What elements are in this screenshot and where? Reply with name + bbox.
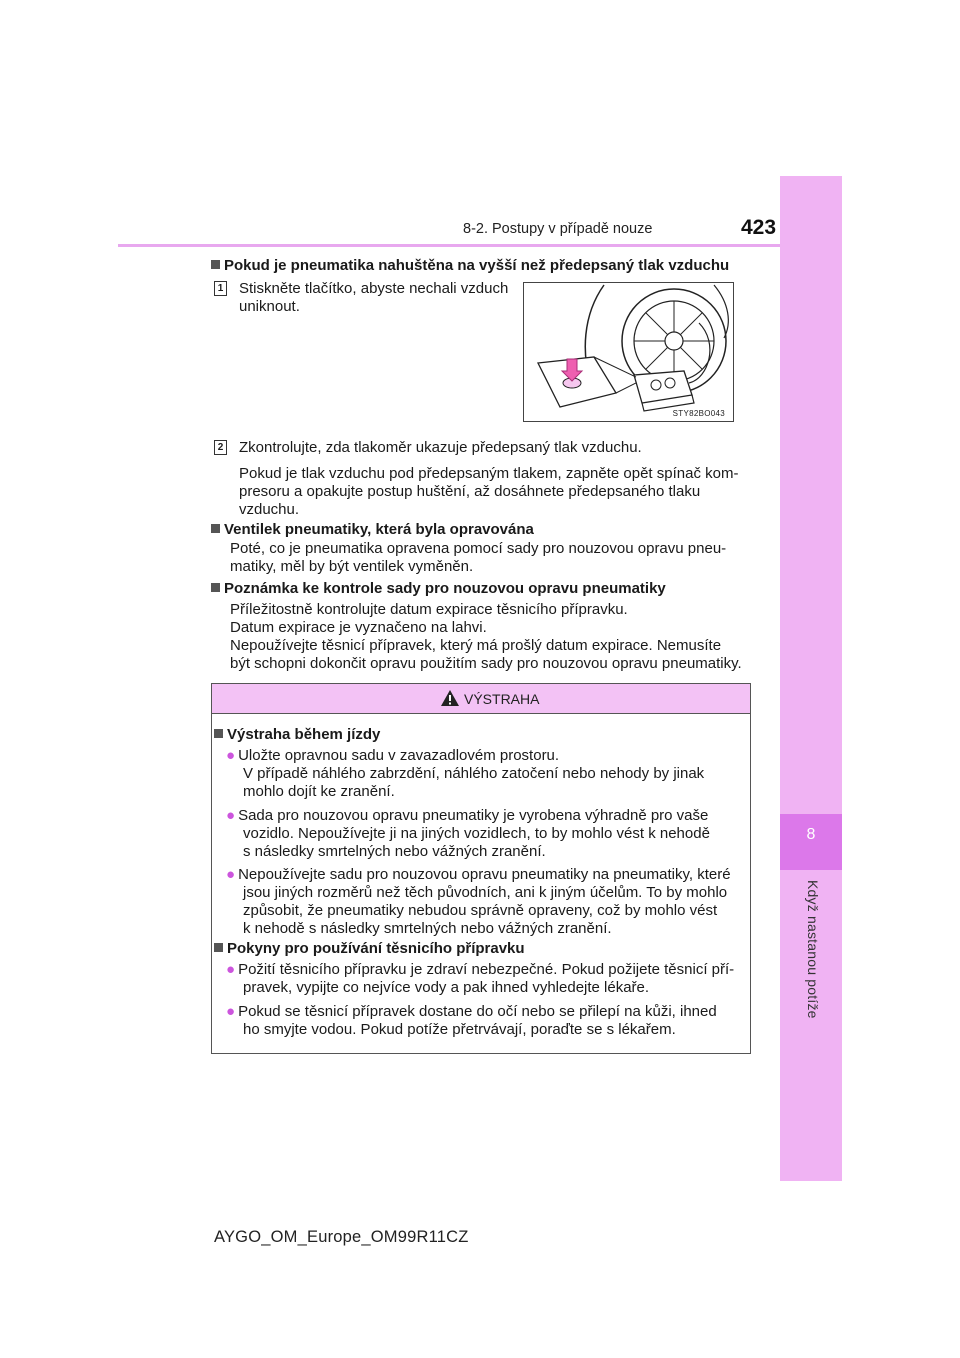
bullet-dot-icon: ● [226,747,236,764]
heading-kit-check: Poznámka ke kontrole sady pro nouzovou opravu pneumatiky [211,580,666,598]
bullet-dot-icon: ● [226,866,236,883]
warning-bullet-5-cont: ho smyjte vodou. Pokud potíže přetrvávají, poraďte se s lékařem. [243,1021,676,1038]
warning-box [211,683,751,1054]
step1-line1: Stiskněte tlačítko, abyste nechali vzduch [239,280,509,297]
page-number: 423 [741,216,777,239]
warning-bullet-2: ● Sada pro nouzovou opravu pneumatiky je vyrobena výhradně pro vaše [226,807,709,824]
tire-compressor-drawing [524,283,733,421]
warning-header [212,684,750,714]
step1-line2: uniknout. [239,298,300,315]
warning-triangle-icon [440,689,460,707]
bullet-dot-icon: ● [226,961,236,978]
warning-bullet-4: ● Požití těsnicího přípravku je zdraví nebezpečné. Pokud požijete těsnicí pří- [226,961,735,978]
warning-title: VÝSTRAHA [464,691,540,707]
step2-text: Zkontrolujte, zda tlakoměr ukazuje předepsaný tlak vzduchu. [239,439,642,456]
chapter-label: Když nastanou potíže [805,880,821,1019]
figure-code: STY82BO043 [672,409,725,418]
warning-bullet-4-cont: pravek, vypijte co nejvíce vody a pak ihned vyhledejte lékaře. [243,979,650,996]
chapter-number: 8 [806,826,816,843]
header-section-title: 8-2. Postupy v případě nouze [463,221,653,237]
heading-valve: Ventilek pneumatiky, která byla opravována [211,521,534,539]
step-number-1: 1 [214,281,227,296]
heading-overinflated: Pokud je pneumatika nahuštěna na vyšší než předepsaný tlak vzduchu [211,257,729,275]
square-bullet-icon [211,583,220,592]
warning-bullet-1: ● Uložte opravnou sadu v zavazadlovém prostoru. [226,747,560,764]
warning-bullet-3: ● Nepoužívejte sadu pro nouzovou opravu pneumatiky na pneumatiky, které [226,866,731,883]
compressor-illustration [523,282,734,422]
warning-heading-driving: Výstraha během jízdy [214,726,380,744]
bullet-dot-icon: ● [226,807,236,824]
warning-heading-sealant: Pokyny pro používání těsnicího přípravku [214,940,525,958]
step-number-2: 2 [214,440,227,455]
warning-bullet-5: ● Pokud se těsnicí přípravek dostane do očí nebo se přilepí na kůži, ihned [226,1003,717,1020]
square-bullet-icon [214,943,223,952]
bullet-dot-icon: ● [226,1003,236,1020]
footer-doc-id: AYGO_OM_Europe_OM99R11CZ [214,1228,469,1246]
warning-bullet-1-cont: V případě náhlého zabrzdění, náhlého zatočení nebo nehody by jinak mohlo dojít ke zranění. [243,765,705,800]
kit-check-paragraph: Příležitostně kontrolujte datum expirace těsnicího přípravku. Datum expirace je vyznačeno na lahvi. Nepoužívejte těsnicí přípravek, který má prošlý datum expirace. Nemusíte být schopni dokončit opravu použitím sady pro nouzovou opravu pneumatiky. [230,601,742,672]
valve-paragraph: Poté, co je pneumatika opravena pomocí sady pro nouzovou opravu pneu- matiky, měl by být ventilek vyměněn. [230,540,727,575]
square-bullet-icon [214,729,223,738]
warning-bullet-3-cont: jsou jiných rozměrů než těch původních, ani k jiným účelům. To by mohlo způsobit, že pneumatiky nebudou správně opraveny, což by mohlo vést k nehodě s následky smrtelných nebo vážných zranění. [243,884,728,937]
warning-bullet-2-cont: vozidlo. Nepoužívejte ji na jiných vozidlech, to by mohlo vést k nehodě s následky smrtelných nebo vážných zranění. [243,825,710,860]
square-bullet-icon [211,260,220,269]
header-rule [118,244,780,247]
square-bullet-icon [211,524,220,533]
step2-note: Pokud je tlak vzduchu pod předepsaným tlakem, zapněte opět spínač kom- presoru a opakujte postup huštění, až dosáhnete předepsaného tlaku vzduchu. [239,465,739,518]
